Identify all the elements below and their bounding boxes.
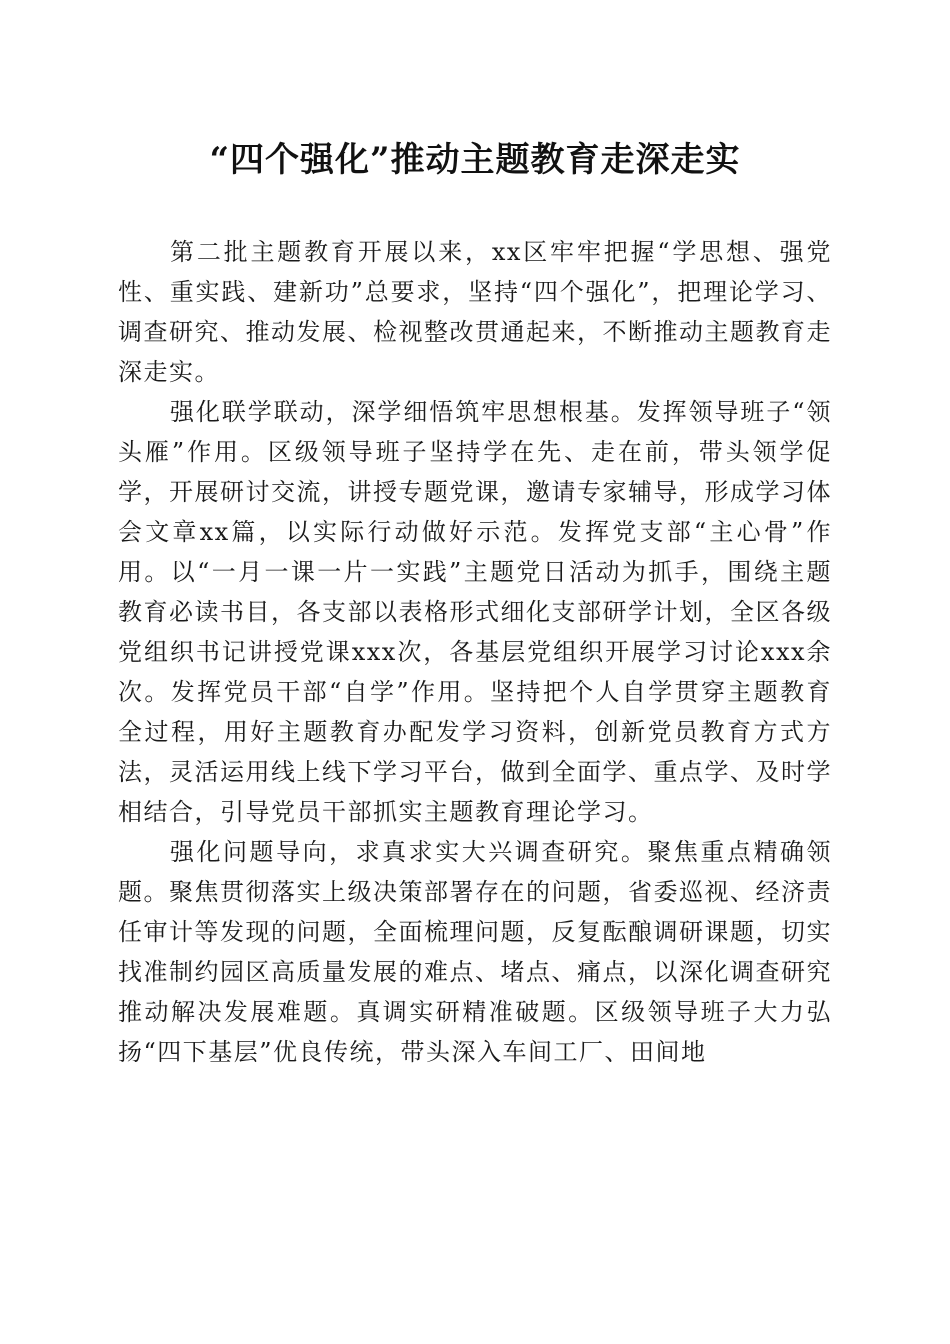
document-title: “四个强化”推动主题教育走深走实 <box>209 140 741 180</box>
paragraph-research: 强化问题导向，求真求实大兴调查研究。聚焦重点精确领题。聚焦贯彻落实上级决策部署存在的问题，省委巡视、经济责任审计等发现的问题，全面梳理问题，反复酝酿调研课题，切实找准制约园区高质量发展的难点、堵点、痛点，以深化调查研究推动解决发展难题。真调实研精准破题。区级领导班子大力弘扬“四下基层”优良传统，带头深入车间工厂、田间地 <box>118 838 832 1066</box>
paragraph-study: 强化联学联动，深学细悟筑牢思想根基。发挥领导班子“领头雁”作用。区级领导班子坚持学在先、走在前，带头领学促学，开展研讨交流，讲授专题党课，邀请专家辅导，形成学习体会文章xx篇，以实际行动做好示范。发挥党支部“主心骨”作用。以“一月一课一片一实践”主题党日活动为抓手，围绕主题教育必读书目，各支部以表格形式细化支部研学计划，全区各级党组织书记讲授党课xxx次，各基层党组织开展学习讨论xxx余次。发挥党员干部“自学”作用。坚持把个人自学贯穿主题教育全过程，用好主题教育办配发学习资料，创新党员教育方式方法，灵活运用线上线下学习平台，做到全面学、重点学、及时学相结合，引导党员干部抓实主题教育理论学习。 <box>118 398 832 826</box>
document-body <box>118 232 832 1072</box>
paragraph-intro: 第二批主题教育开展以来，xx区牢牢把握“学思想、强党性、重实践、建新功”总要求，坚持“四个强化”，把理论学习、调查研究、推动发展、检视整改贯通起来，不断推动主题教育走深走实。 <box>118 238 832 386</box>
